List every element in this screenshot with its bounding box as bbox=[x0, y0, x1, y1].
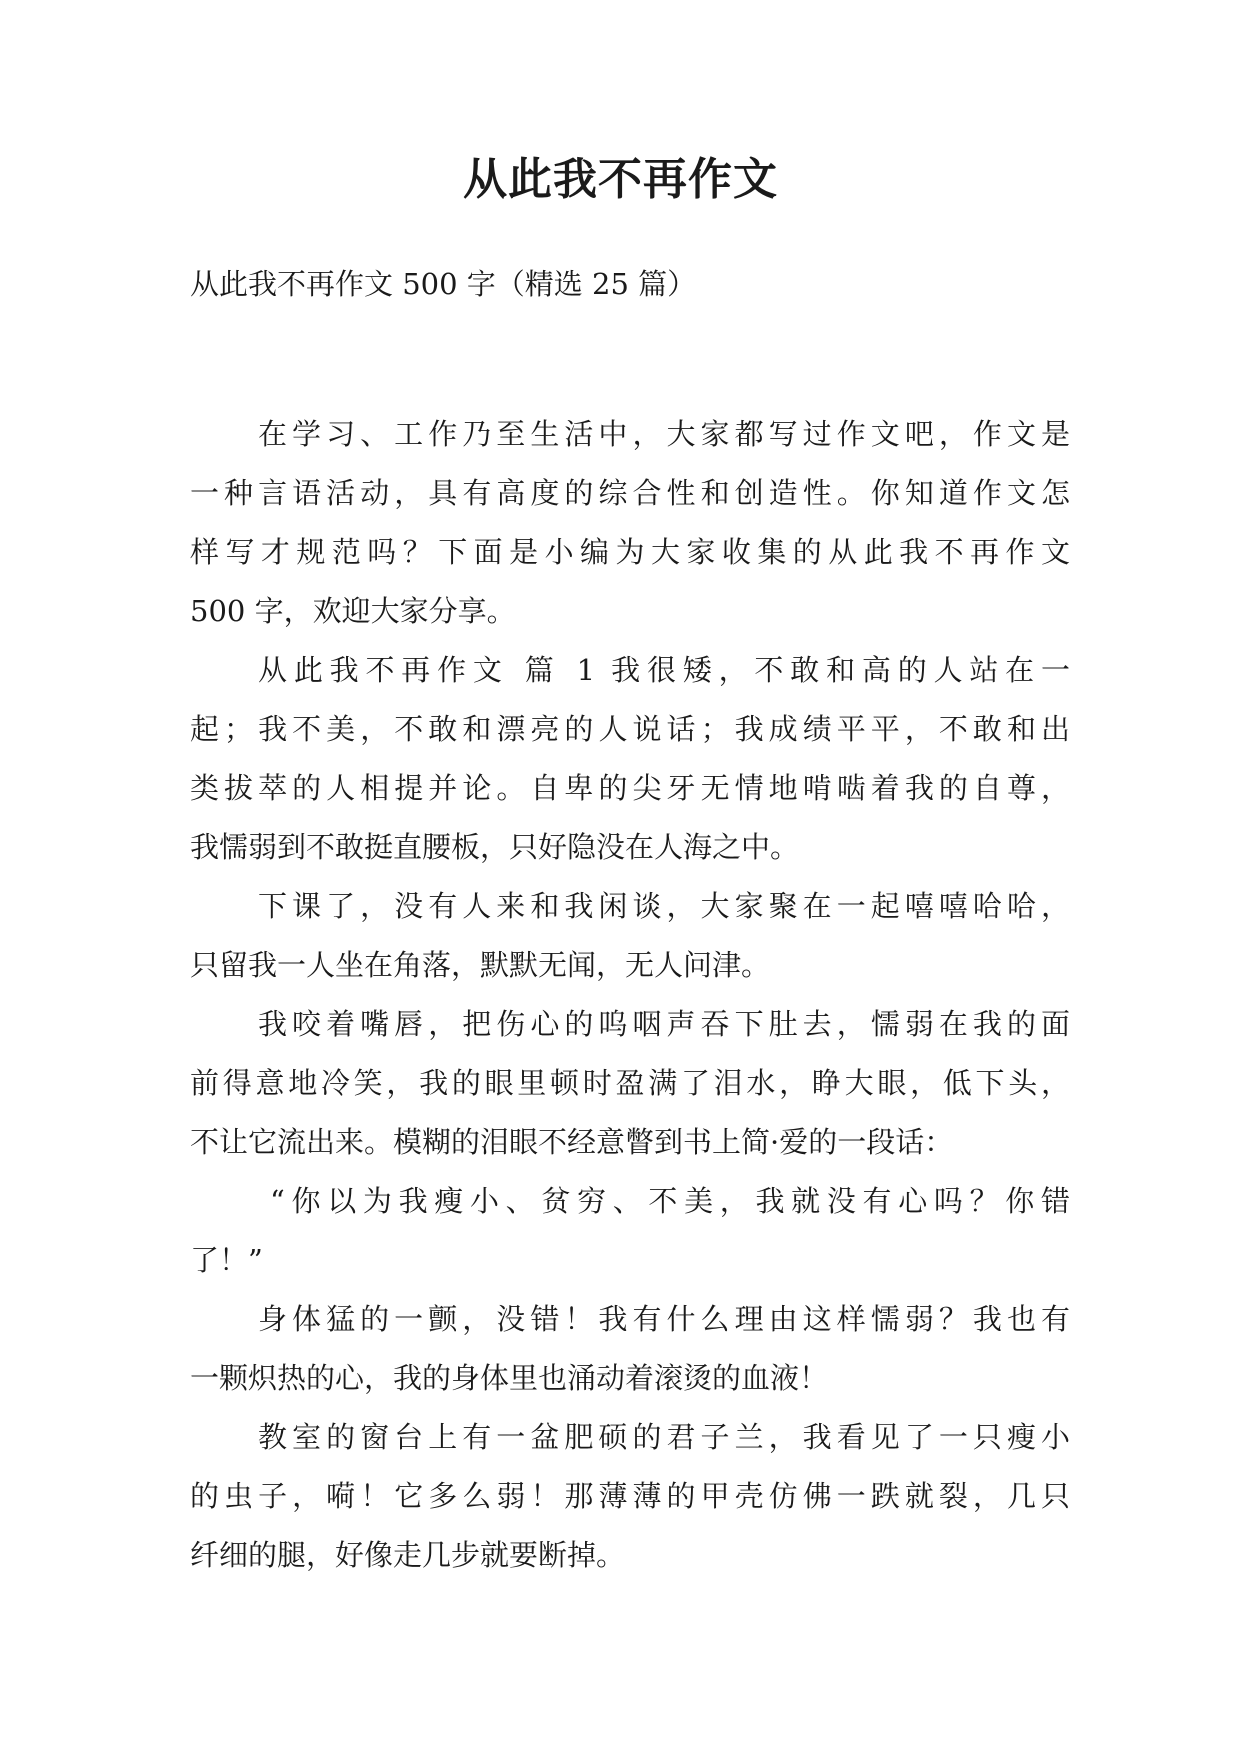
paragraph-tears bbox=[190, 995, 1070, 1172]
text-line: 只留我一人坐在角落，默默无闻，无人问津。 bbox=[190, 948, 771, 982]
text-line: 下课了，没有人来和我闲谈，大家聚在一起嘻嘻哈哈， bbox=[258, 889, 1070, 923]
text-line: 教室的窗台上有一盆肥硕的君子兰，我看见了一只瘦小 bbox=[258, 1420, 1070, 1454]
text-line: 一种言语活动，具有高度的综合性和创造性。你知道作文怎 bbox=[190, 476, 1070, 510]
paragraph-essay-1-opening bbox=[190, 641, 1070, 877]
text-line: 类拔萃的人相提并论。自卑的尖牙无情地啃啮着我的自尊， bbox=[190, 771, 1070, 805]
paragraph-after-class bbox=[190, 877, 1070, 995]
document-subtitle: 从此我不再作文 500 字（精选 25 篇） bbox=[190, 267, 697, 301]
text-line: 前得意地冷笑，我的眼里顿时盈满了泪水，睁大眼，低下头， bbox=[190, 1066, 1070, 1100]
paragraph-insect bbox=[190, 1408, 1070, 1585]
text-line: 身体猛的一颤，没错！我有什么理由这样懦弱？我也有 bbox=[258, 1302, 1070, 1336]
text-line: 一颗炽热的心，我的身体里也涌动着滚烫的血液！ bbox=[190, 1361, 829, 1395]
text-line: 我懦弱到不敢挺直腰板，只好隐没在人海之中。 bbox=[190, 830, 800, 864]
text-line: 在学习、工作乃至生活中，大家都写过作文吧，作文是 bbox=[258, 417, 1070, 451]
text-line: 样写才规范吗？下面是小编为大家收集的从此我不再作文 bbox=[190, 535, 1070, 569]
document-title: 从此我不再作文 bbox=[463, 154, 778, 205]
text-line: 起；我不美，不敢和漂亮的人说话；我成绩平平，不敢和出 bbox=[190, 712, 1070, 746]
paragraph-intro bbox=[190, 405, 1070, 641]
text-line: “你以为我瘦小、贫穷、不美，我就没有心吗？你错 bbox=[270, 1184, 1070, 1218]
text-line: 的虫子，嗬！它多么弱！那薄薄的甲壳仿佛一跌就裂，几只 bbox=[190, 1479, 1070, 1513]
text-line: 了！” bbox=[190, 1243, 263, 1277]
text-line: 从此我不再作文 篇 1 我很矮，不敢和高的人站在一 bbox=[258, 653, 1070, 687]
document-body bbox=[190, 405, 1070, 1585]
paragraph-quote bbox=[190, 1172, 1070, 1290]
paragraph-awakening bbox=[190, 1290, 1070, 1408]
text-line: 500 字，欢迎大家分享。 bbox=[190, 594, 516, 628]
text-line: 纤细的腿，好像走几步就要断掉。 bbox=[190, 1538, 626, 1572]
text-line: 我咬着嘴唇，把伤心的呜咽声吞下肚去，懦弱在我的面 bbox=[258, 1007, 1070, 1041]
text-line: 不让它流出来。模糊的泪眼不经意瞥到书上简·爱的一段话： bbox=[190, 1125, 954, 1159]
